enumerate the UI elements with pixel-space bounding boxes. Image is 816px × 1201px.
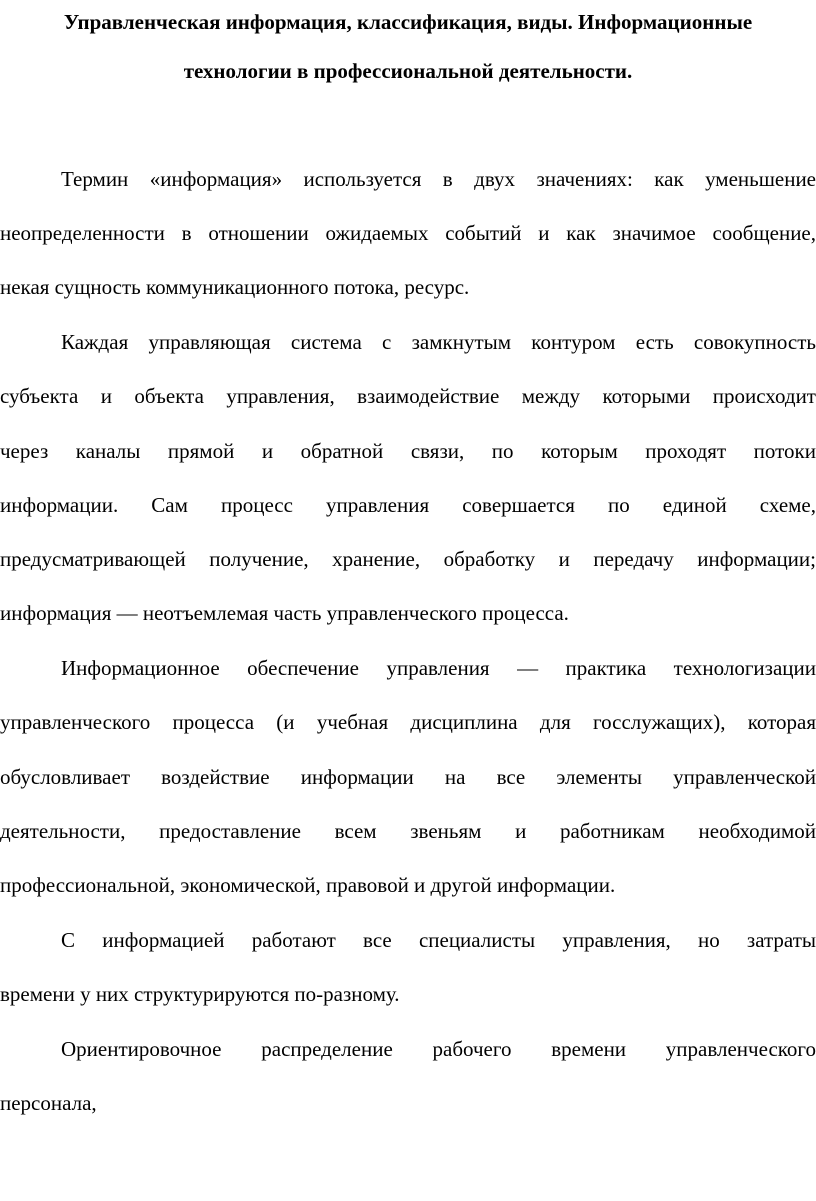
paragraph-2-line-4: информации. Сам процесс управления совершается по единой схеме, <box>0 493 816 517</box>
document-title-line-1: Управленческая информация, классификация, виды. Информационные <box>63 10 753 34</box>
paragraph-5-line-1: Ориентировочное распределение рабочего времени управленческого <box>61 1037 816 1061</box>
paragraph-2-line-6: информация — неотъемлемая часть управленческого процесса. <box>0 601 569 625</box>
paragraph-4-line-2: времени у них структурируются по-разному. <box>0 982 400 1006</box>
paragraph-2-line-1: Каждая управляющая система с замкнутым контуром есть совокупность <box>61 330 816 354</box>
paragraph-3-line-4: деятельности, предоставление всем звеньям и работникам необходимой <box>0 819 816 843</box>
paragraph-4-line-1: С информацией работают все специалисты управления, но затраты <box>61 928 816 952</box>
paragraph-3-line-1: Информационное обеспечение управления — практика технологизации <box>61 656 816 680</box>
paragraph-3-line-5: профессиональной, экономической, правовой и другой информации. <box>0 873 616 897</box>
paragraph-1-line-3: некая сущность коммуникационного потока, ресурс. <box>0 275 470 299</box>
paragraph-2-line-2: субъекта и объекта управления, взаимодействие между которыми происходит <box>0 384 816 408</box>
paragraph-1-line-1: Термин «информация» используется в двух значениях: как уменьшение <box>61 167 816 191</box>
paragraph-2-line-3: через каналы прямой и обратной связи, по которым проходят потоки <box>0 439 816 463</box>
paragraph-5-line-2: персонала, <box>0 1091 97 1115</box>
paragraph-3-line-3: обусловливает воздействие информации на все элементы управленческой <box>0 765 816 789</box>
paragraph-2-line-5: предусматривающей получение, хранение, обработку и передачу информации; <box>0 547 816 571</box>
paragraph-1-line-2: неопределенности в отношении ожидаемых событий и как значимое сообщение, <box>0 221 816 245</box>
document-title-line-2: технологии в профессиональной деятельности. <box>183 59 633 83</box>
paragraph-3-line-2: управленческого процесса (и учебная дисциплина для госслужащих), которая <box>0 710 816 734</box>
